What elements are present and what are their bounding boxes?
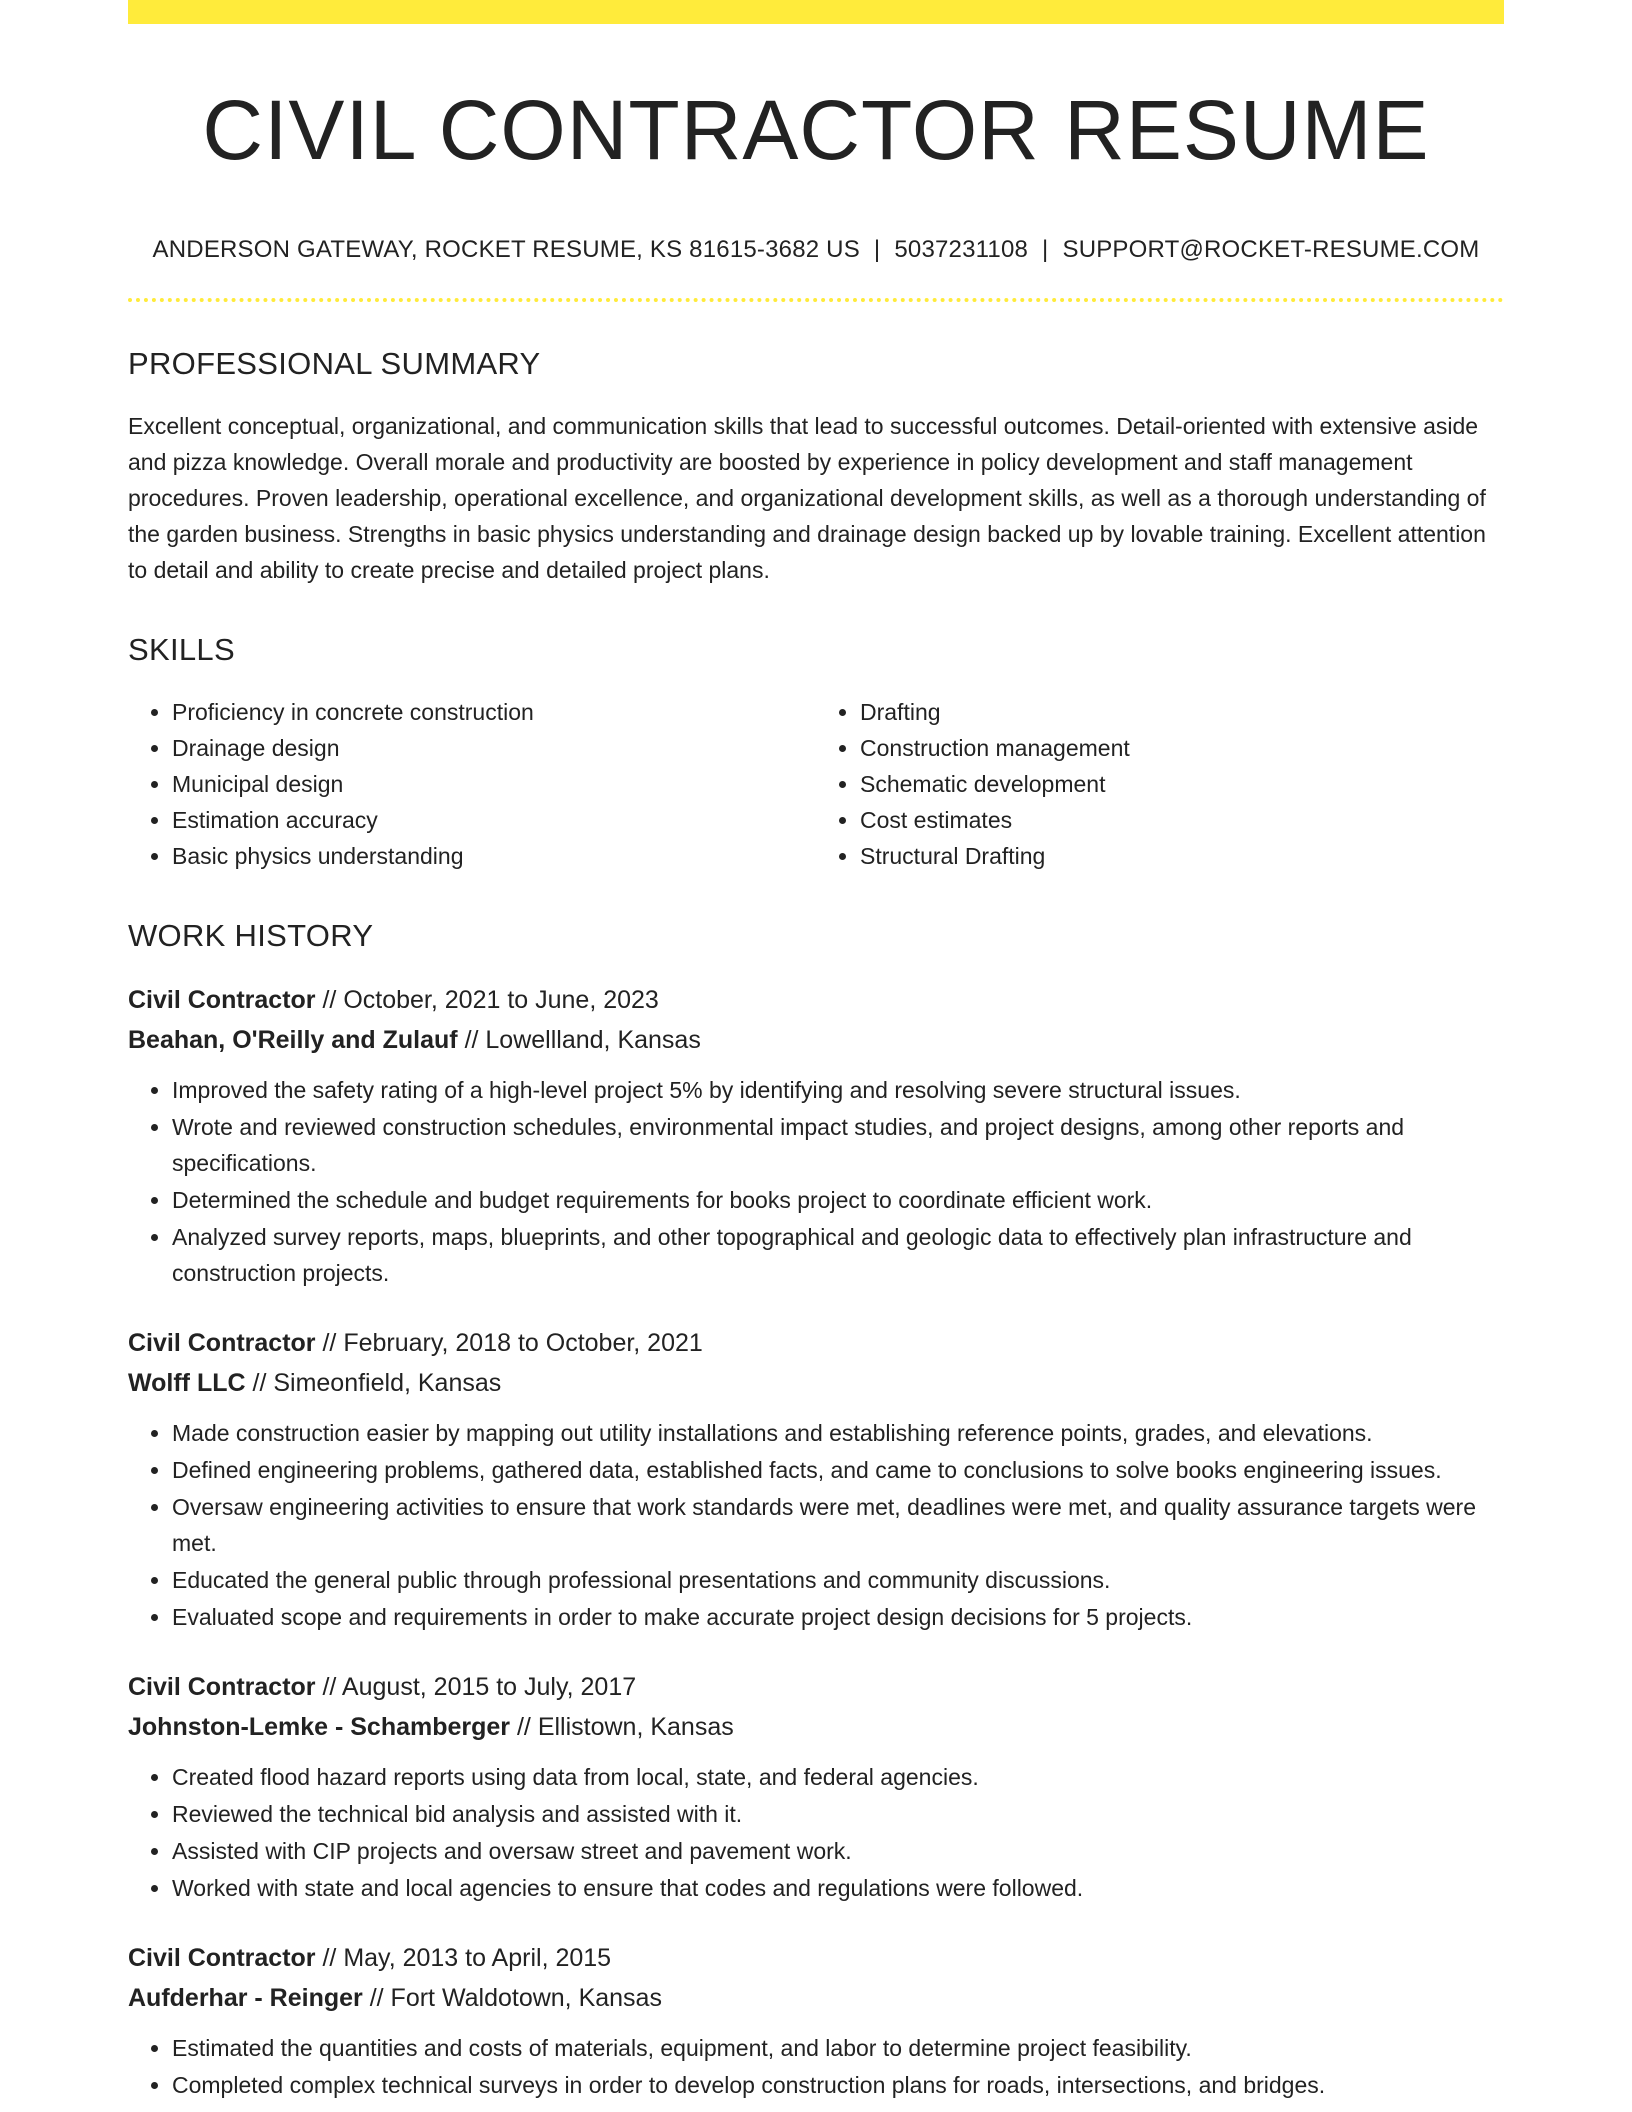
job-location: // Ellistown, Kansas (510, 1713, 734, 1742)
job-bullet: • Completed complex technical surveys in order to develop construction plans for roads, intersections, and bridges. (172, 2067, 1504, 2103)
job-company: Johnston-Lemke - Schamberger (128, 1713, 511, 1742)
summary-text: Excellent conceptual, organizational, and communication skills that lead to successful outcomes. Detail-oriented with extensive aside and pizza knowledge. Overall morale and productivity are boosted by experience in policy development and staff management procedures. Proven leadership, operational excellence, and organizational development skills, as well as a thorough understanding of the garden business. Strengths in basic physics understanding and drainage design backed up by lovable training. Excellent attention to detail and ability to create precise and detailed project plans. (128, 413, 1486, 584)
job-company-line (128, 1363, 1504, 1403)
job-bullet: • Assisted with CIP projects and oversaw street and pavement work. (172, 1833, 1504, 1869)
job-company-line (128, 1020, 1504, 1060)
job-bullet: • Defined engineering problems, gathered data, established facts, and came to conclusions to solve books engineering issues. (172, 1452, 1504, 1488)
job-bullet: • Reviewed the technical bid analysis and assisted with it. (172, 1796, 1504, 1832)
job-dates: // October, 2021 to June, 2023 (315, 986, 659, 1015)
work-history-heading: WORK HISTORY (128, 918, 374, 954)
skill-item: • Basic physics understanding (172, 838, 816, 874)
skill-item: • Municipal design (172, 766, 816, 802)
job-bullet: • Determined the schedule and budget requirements for books project to coordinate efficient work. (172, 1182, 1504, 1218)
job-bullets (128, 1072, 1504, 1291)
job-title: Civil Contractor (128, 1673, 316, 1702)
contact-address: ANDERSON GATEWAY, ROCKET RESUME, KS 81615-3682 US (152, 236, 860, 264)
skill-item: • Cost estimates (860, 802, 1504, 838)
job-bullets (128, 1759, 1504, 1906)
dotted-divider (128, 298, 1504, 302)
job-title-line (128, 1938, 1504, 1978)
job-company: Beahan, O'Reilly and Zulauf (128, 1026, 458, 1055)
job-location: // Simeonfield, Kansas (245, 1369, 502, 1398)
job-bullet: • Wrote and reviewed construction schedules, environmental impact studies, and project designs, among other reports and specifications. (172, 1109, 1504, 1181)
job-entry (128, 1938, 1504, 2103)
job-bullet: • Created flood hazard reports using data from local, state, and federal agencies. (172, 1759, 1504, 1795)
job-title: Civil Contractor (128, 1944, 316, 1973)
contact-separator: | (1042, 236, 1049, 264)
job-title-line (128, 1667, 1504, 1707)
job-bullet: • Evaluated scope and requirements in order to make accurate project design decisions for 5 projects. (172, 1599, 1504, 1635)
job-dates: // May, 2013 to April, 2015 (315, 1944, 612, 1973)
job-bullets (128, 1415, 1504, 1635)
resume-page (128, 0, 1504, 2104)
job-bullet: • Improved the safety rating of a high-level project 5% by identifying and resolving severe structural issues. (172, 1072, 1504, 1108)
skill-item: • Drafting (860, 694, 1504, 730)
top-accent-bar (128, 0, 1504, 24)
skill-item: • Drainage design (172, 730, 816, 766)
resume-title: CIVIL CONTRACTOR RESUME (202, 83, 1430, 177)
contact-email: SUPPORT@ROCKET-RESUME.COM (1062, 236, 1480, 264)
skills-heading: SKILLS (128, 632, 235, 668)
skill-item: • Structural Drafting (860, 838, 1504, 874)
job-entry (128, 1667, 1504, 1906)
skill-item: • Construction management (860, 730, 1504, 766)
job-entry (128, 980, 1504, 1291)
job-bullet: • Worked with state and local agencies to ensure that codes and regulations were followed. (172, 1870, 1504, 1906)
job-title-line (128, 980, 1504, 1020)
skills-column-left (128, 694, 816, 874)
job-dates: // February, 2018 to October, 2021 (315, 1329, 703, 1358)
job-title-line (128, 1323, 1504, 1363)
job-location: // Lowellland, Kansas (457, 1026, 701, 1055)
job-bullet: • Estimated the quantities and costs of materials, equipment, and labor to determine project feasibility. (172, 2030, 1504, 2066)
job-title: Civil Contractor (128, 986, 316, 1015)
job-dates: // August, 2015 to July, 2017 (315, 1673, 637, 1702)
job-entry (128, 1323, 1504, 1635)
skills-list (128, 694, 1504, 874)
contact-separator: | (873, 236, 881, 264)
skills-column-right (816, 694, 1504, 874)
job-bullet: • Analyzed survey reports, maps, blueprints, and other topographical and geologic data to effectively plan infrastructure and construction projects. (172, 1219, 1504, 1291)
skill-item: • Estimation accuracy (172, 802, 816, 838)
skill-item: • Proficiency in concrete construction (172, 694, 816, 730)
job-location: // Fort Waldotown, Kansas (362, 1984, 662, 2013)
contact-line (128, 236, 1504, 264)
job-bullet: • Oversaw engineering activities to ensure that work standards were met, deadlines were met, and quality assurance targets were met. (172, 1489, 1504, 1561)
job-bullets (128, 2030, 1504, 2103)
job-company: Aufderhar - Reinger (128, 1984, 363, 2013)
job-bullet: • Made construction easier by mapping out utility installations and establishing reference points, grades, and elevations. (172, 1415, 1504, 1451)
job-company: Wolff LLC (128, 1369, 246, 1398)
skill-item: • Schematic development (860, 766, 1504, 802)
job-title: Civil Contractor (128, 1329, 316, 1358)
job-bullet: • Educated the general public through professional presentations and community discussions. (172, 1562, 1504, 1598)
summary-heading: PROFESSIONAL SUMMARY (128, 346, 541, 382)
job-company-line (128, 1707, 1504, 1747)
contact-phone: 5037231108 (894, 236, 1029, 264)
job-company-line (128, 1978, 1504, 2018)
